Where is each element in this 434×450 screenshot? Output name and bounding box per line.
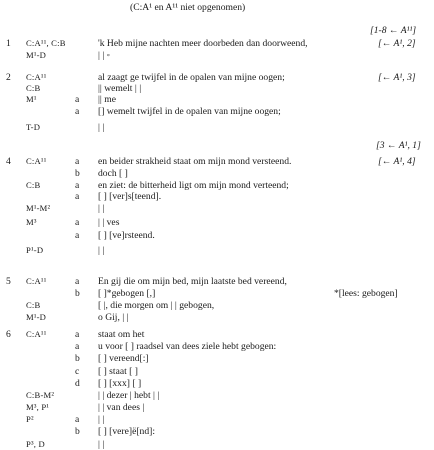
variant-text: | | (98, 414, 105, 425)
variant-key: a (75, 191, 80, 202)
margin-reference: [← A¹, 3] (378, 72, 416, 83)
witness-siglum: T-D (26, 122, 41, 132)
variant-text: [] wemelt twijfel in de opalen van mijne oogen; (98, 106, 281, 117)
variant-text: || wemelt | | (98, 83, 142, 94)
variant-text: [ ] staat [ ] (98, 366, 138, 377)
variant-text: al zaagt ge twijfel in de opalen van mijne oogen; (98, 72, 285, 83)
witness-siglum: C:B (26, 300, 41, 310)
variant-key: a (75, 230, 80, 241)
witness-siglum: M¹-M² (26, 203, 51, 213)
variant-text: en beider strakheid staat om mijn mond versteend. (98, 156, 292, 167)
variant-key: a (75, 414, 80, 425)
witness-siglum: C:A¹¹, C:B (26, 38, 66, 48)
variant-text: [ ] [ver]s[teend]. (98, 191, 162, 202)
verse-number: 2 (6, 72, 11, 83)
witness-siglum: P³, D (26, 439, 45, 449)
variant-key: b (75, 426, 80, 437)
variant-text: || me (98, 94, 116, 105)
variant-key: a (75, 276, 80, 287)
witness-siglum: C:A¹¹ (26, 156, 47, 166)
variant-key: a (75, 94, 80, 105)
variant-text: | | (98, 203, 105, 214)
variant-text: o Gij, | | (98, 312, 129, 323)
margin-reference: *[lees: gebogen] (334, 288, 398, 299)
witness-siglum: C:B-M² (26, 390, 55, 400)
variant-key: a (75, 329, 80, 340)
witness-siglum: C:B (26, 180, 41, 190)
verse-number: 6 (6, 329, 11, 340)
variant-text: [ ] [vere]ë[nd]: (98, 426, 155, 437)
variant-key: a (75, 217, 80, 228)
variant-text: [ ]*gebogen [,] (98, 288, 156, 299)
variant-text: [ ] [ve]rsteend. (98, 230, 155, 241)
variant-text: | | ves (98, 217, 120, 228)
variant-key: a (75, 180, 80, 191)
range-note: [1-8 ← A¹¹] (370, 25, 417, 36)
variant-text: [ |, die morgen om | | gebogen, (98, 300, 215, 311)
witness-siglum: C:A¹¹ (26, 72, 47, 82)
variant-key: a (75, 341, 80, 352)
variant-key: d (75, 378, 80, 389)
variant-text: | | dezer | hebt | | (98, 390, 160, 401)
variant-key: a (75, 106, 80, 117)
variant-text: u voor [ ] raadsel van dees ziele hebt gebogen: (98, 341, 277, 352)
witness-siglum: C:B (26, 83, 41, 93)
verse-number: 5 (6, 276, 11, 287)
variant-text: [ ] vereend[:] (98, 353, 149, 364)
witness-siglum: M¹ (26, 94, 37, 104)
variant-text: En gij die om mijn bed, mijn laatste bed vereend, (98, 276, 287, 287)
variant-text: staat om het (98, 329, 145, 340)
witness-siglum: M³, P¹ (26, 402, 50, 412)
margin-reference: [← A¹, 2] (378, 38, 416, 49)
verse-number: 1 (6, 38, 11, 49)
header-note: (C:A¹ en A¹¹ niet opgenomen) (130, 2, 246, 13)
variant-text: | | ◦ (98, 50, 111, 61)
variant-text: [ ] [xxx] [ ] (98, 378, 142, 389)
witness-siglum: P¹-D (26, 245, 44, 255)
variant-key: b (75, 353, 80, 364)
variant-text: doch [ ] (98, 168, 128, 179)
witness-siglum: P² (26, 414, 34, 424)
variant-text: | | (98, 439, 105, 450)
variant-key: b (75, 168, 80, 179)
witness-siglum: M¹-D (26, 50, 47, 60)
variant-text: 'k Heb mijne nachten meer doorbeden dan doorweend, (98, 38, 308, 49)
witness-siglum: M¹-D (26, 312, 47, 322)
witness-siglum: C:A¹¹ (26, 276, 47, 286)
margin-reference: [← A¹, 4] (378, 156, 416, 167)
variant-key: a (75, 156, 80, 167)
witness-siglum: C:A¹¹ (26, 329, 47, 339)
variant-text: | | (98, 245, 105, 256)
variant-text: | | van dees | (98, 402, 145, 413)
variant-key: c (75, 366, 80, 377)
range-note-2: [3 ← A¹, 1] (376, 140, 421, 151)
verse-number: 4 (6, 156, 11, 167)
variant-text: en ziet: de bitterheid ligt om mijn mond verteend; (98, 180, 289, 191)
witness-siglum: M³ (26, 217, 37, 227)
variant-key: b (75, 288, 80, 299)
variant-text: | | (98, 122, 105, 133)
